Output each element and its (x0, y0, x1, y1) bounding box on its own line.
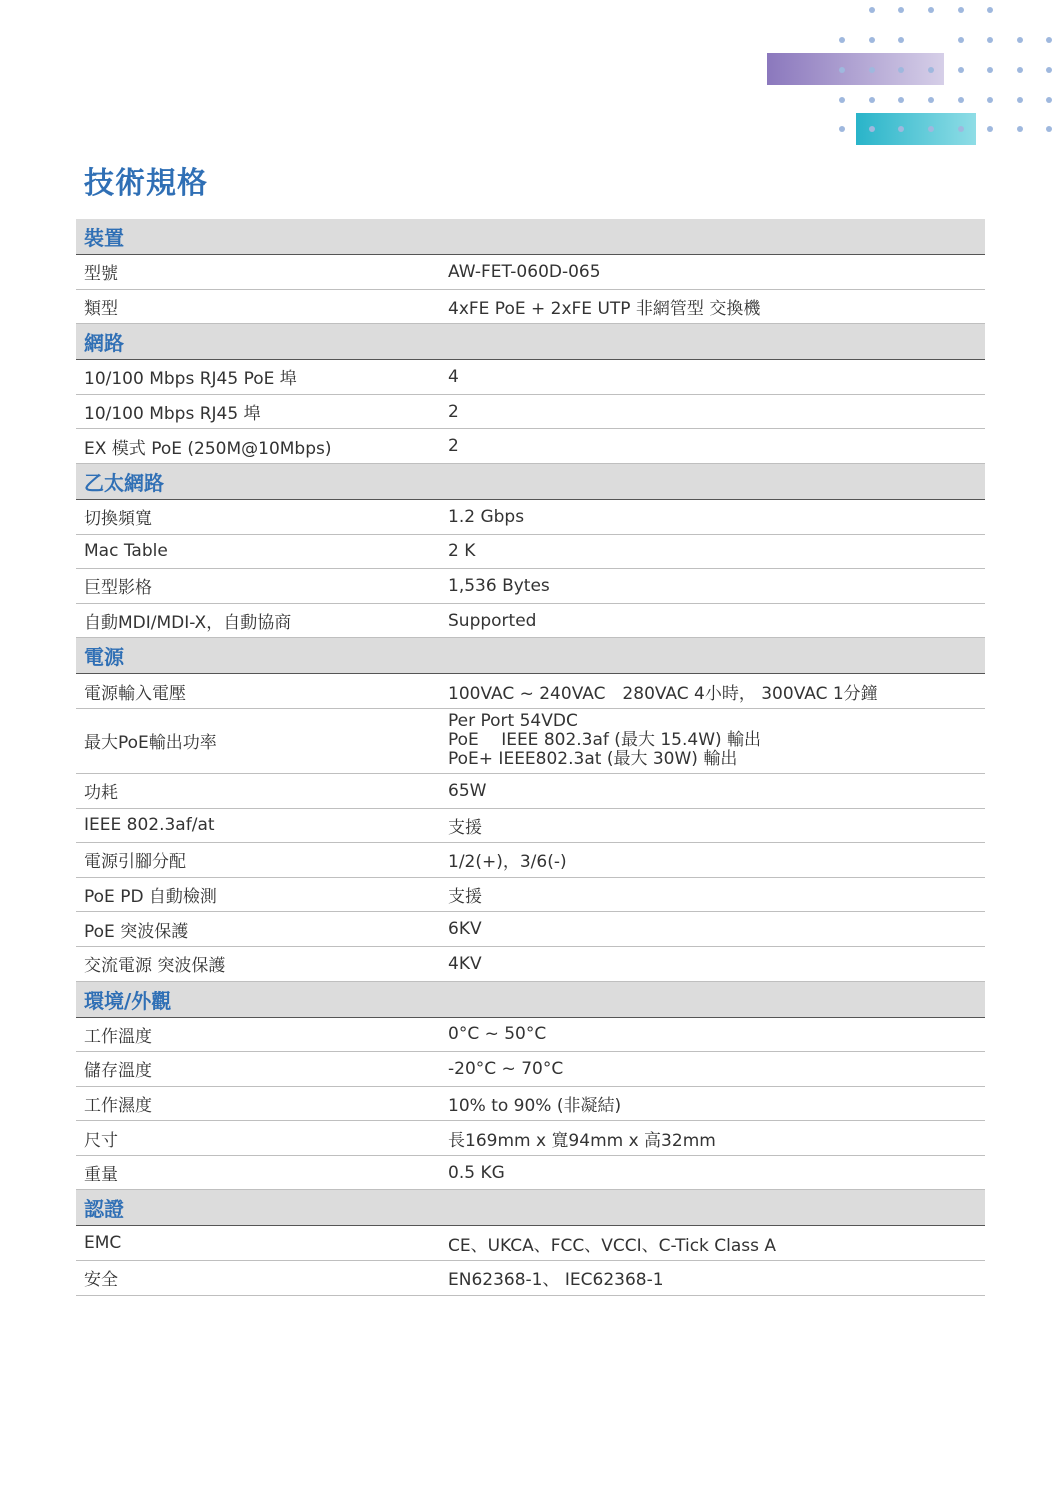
spec-row (76, 1226, 985, 1261)
spec-value: 0.5 KG (448, 1162, 505, 1183)
section-header: 乙太網路 (76, 464, 985, 500)
spec-label: 電源引腳分配 (84, 852, 186, 873)
spec-label: 最大PoE輸出功率 (84, 733, 217, 754)
decor-dot (898, 7, 904, 13)
decor-dot (928, 97, 934, 103)
decor-dot (898, 37, 904, 43)
spec-row (76, 1261, 985, 1296)
spec-value: -20°C ~ 70°C (448, 1058, 564, 1079)
spec-label: 功耗 (84, 783, 118, 804)
decor-dot (1017, 37, 1023, 43)
spec-label: IEEE 802.3af/at (84, 815, 215, 836)
decor-dot (928, 7, 934, 13)
spec-row (76, 709, 985, 774)
section-header: 電源 (76, 638, 985, 674)
spec-row (76, 1018, 985, 1053)
spec-row (76, 1156, 985, 1191)
spec-row (76, 535, 985, 570)
decor-dot (839, 67, 845, 73)
decor-dot (958, 126, 964, 132)
decor-dot (1017, 126, 1023, 132)
spec-value: 1.2 Gbps (448, 506, 525, 527)
spec-label: 儲存溫度 (84, 1061, 152, 1082)
decor-dot (1017, 97, 1023, 103)
spec-label: 重量 (84, 1165, 118, 1186)
purple-bar (767, 53, 944, 85)
section-header: 認證 (76, 1190, 985, 1226)
spec-value-line: PoE+ IEEE802.3at (最大 30W) 輸出 (448, 749, 738, 770)
decor-dot (958, 97, 964, 103)
decor-dot (928, 126, 934, 132)
decor-dot (898, 97, 904, 103)
decor-dot (928, 67, 934, 73)
spec-row (76, 774, 985, 809)
spec-row (76, 1087, 985, 1122)
decor-dot (869, 37, 875, 43)
spec-value: 4 (448, 366, 459, 387)
spec-label: 10/100 Mbps RJ45 埠 (84, 404, 261, 425)
spec-value: EN62368-1、 IEC62368-1 (448, 1270, 664, 1291)
spec-value: 2 K (448, 541, 476, 562)
spec-label: 10/100 Mbps RJ45 PoE 埠 (84, 369, 297, 390)
decor-dot (1017, 67, 1023, 73)
spec-label: PoE PD 自動檢測 (84, 887, 217, 908)
decor-dot (869, 67, 875, 73)
decor-dot (898, 126, 904, 132)
spec-label: Mac Table (84, 541, 168, 562)
spec-value: 2 (448, 436, 459, 457)
spec-value: 0°C ~ 50°C (448, 1024, 547, 1045)
spec-label: 自動MDI/MDI-X，自動協商 (84, 613, 292, 634)
spec-row (76, 809, 985, 844)
spec-row (76, 912, 985, 947)
decor-dot (987, 37, 993, 43)
spec-value: 2 (448, 401, 459, 422)
spec-row (76, 255, 985, 290)
spec-value-line: Per Port 54VDC (448, 711, 578, 732)
spec-row (76, 569, 985, 604)
spec-value (440, 712, 985, 769)
spec-value: AW-FET-060D-065 (448, 261, 601, 282)
spec-label: 交流電源 突波保護 (84, 956, 226, 977)
decor-dot (898, 67, 904, 73)
spec-row (76, 429, 985, 464)
spec-row (76, 360, 985, 395)
spec-label: 工作濕度 (84, 1095, 152, 1116)
decor-dot (1046, 37, 1052, 43)
section-header: 環境/外觀 (76, 982, 985, 1018)
spec-row (76, 843, 985, 878)
spec-label: EX 模式 PoE (250M@10Mbps) (84, 438, 332, 459)
header-decoration (0, 0, 1061, 150)
decor-dot (987, 97, 993, 103)
spec-value: 10% to 90% (非凝結) (448, 1095, 622, 1116)
spec-value: CE、UKCA、FCC、VCCI、C-Tick Class A (448, 1235, 777, 1256)
spec-row (76, 290, 985, 325)
spec-value: 1,536 Bytes (448, 575, 550, 596)
spec-label: 巨型影格 (84, 578, 152, 599)
decor-dot (1046, 126, 1052, 132)
decor-dot (958, 37, 964, 43)
spec-value: 長169mm x 寬94mm x 高32mm (448, 1130, 716, 1151)
spec-value: Supported (448, 610, 537, 631)
decor-dot (869, 126, 875, 132)
spec-row (76, 395, 985, 430)
spec-label: 切換頻寬 (84, 509, 152, 530)
spec-row (76, 878, 985, 913)
spec-label: EMC (84, 1233, 122, 1254)
decor-dot (839, 126, 845, 132)
spec-value: 支援 (448, 887, 482, 908)
spec-row (76, 1121, 985, 1156)
spec-value: 65W (448, 780, 487, 801)
spec-row (76, 674, 985, 709)
decor-dot (987, 7, 993, 13)
spec-label: 類型 (84, 298, 118, 319)
section-header: 網路 (76, 324, 985, 360)
spec-row (76, 500, 985, 535)
decor-dot (958, 7, 964, 13)
spec-value: 4KV (448, 953, 482, 974)
spec-label: 電源輸入電壓 (84, 683, 186, 704)
decor-dot (987, 67, 993, 73)
spec-label: 尺寸 (84, 1130, 118, 1151)
decor-dot (1046, 67, 1052, 73)
page-title: 技術規格 (84, 166, 208, 201)
spec-value: 6KV (448, 919, 482, 940)
section-header: 裝置 (76, 219, 985, 255)
decor-dot (958, 67, 964, 73)
spec-row (76, 1052, 985, 1087)
spec-table (76, 219, 985, 1296)
spec-label: 工作溫度 (84, 1026, 152, 1047)
decor-dot (869, 97, 875, 103)
decor-dot (1046, 97, 1052, 103)
spec-value: 4xFE PoE + 2xFE UTP 非網管型 交換機 (448, 298, 761, 319)
spec-value: 支援 (448, 817, 482, 838)
spec-label: PoE 突波保護 (84, 921, 189, 942)
spec-label: 型號 (84, 264, 118, 285)
decor-dot (987, 126, 993, 132)
spec-value-line: PoE IEEE 802.3af (最大 15.4W) 輸出 (448, 730, 762, 751)
decor-dot (839, 37, 845, 43)
decor-dot (839, 97, 845, 103)
spec-value: 1/2(+)，3/6(-) (448, 852, 567, 873)
decor-dot (869, 7, 875, 13)
spec-label: 安全 (84, 1270, 118, 1291)
spec-row (76, 604, 985, 639)
spec-value: 100VAC ~ 240VAC 280VAC 4小時， 300VAC 1分鐘 (448, 683, 878, 704)
spec-row (76, 947, 985, 982)
